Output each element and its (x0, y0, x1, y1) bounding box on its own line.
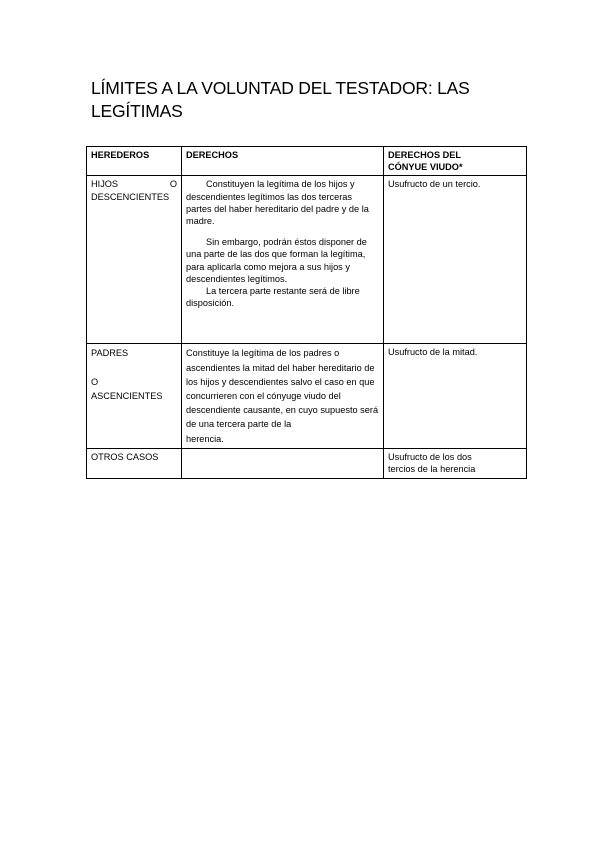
header-derechos: DERECHOS (182, 147, 384, 176)
rights-paragraph-2: Sin embargo, podrán éstos disponer de una parte de las dos que forman la legítima, para aplicarla como mejora a sus hijos y descendientes legítimos. (186, 237, 367, 284)
heir-name: HIJOS (91, 179, 119, 190)
spouse-line-1: Usufructo de los dos (388, 451, 472, 462)
heir-cell: OTROS CASOS (87, 448, 182, 478)
header-derechos-conyuge (384, 147, 527, 176)
spouse-rights-cell: Usufructo de un tercio. (384, 176, 527, 344)
rights-paragraph-3: La tercera parte restante será de libre disposición. (186, 286, 360, 309)
heir-alt-name: ASCENCIENTES (91, 391, 163, 402)
table-header-row (87, 147, 527, 176)
heir-alt-name: DESCENCIENTES (91, 191, 170, 202)
header-conyuge-line-2: CÓNYUE VIUDO* (388, 162, 463, 173)
heir-cell (87, 176, 182, 344)
heir-conjunction: O (91, 376, 99, 387)
heir-name: PADRES (91, 348, 129, 359)
rights-cell (182, 448, 384, 478)
page-title (91, 77, 531, 123)
table-row (87, 344, 527, 448)
header-herederos: HEREDEROS (87, 147, 182, 176)
rights-paragraph-1: Constituyen la legítima de los hijos y descendientes legítimos las dos terceras partes del haber hereditario del padre y de la madre. (186, 179, 369, 227)
rights-cell (182, 176, 384, 344)
heir-cell (87, 344, 182, 448)
spouse-rights-cell: Usufructo de la mitad. (384, 344, 527, 448)
rights-paragraph-2: herencia. (186, 433, 224, 444)
table-row (87, 176, 527, 344)
title-line-2: LEGÍTIMAS (91, 101, 183, 121)
header-conyuge-line-1: DERECHOS DEL (388, 150, 461, 160)
table-row (87, 448, 527, 478)
rights-cell (182, 344, 384, 448)
spouse-line-2: tercios de la herencia (388, 464, 476, 475)
spouse-rights-cell (384, 448, 527, 478)
legitimas-table (86, 146, 527, 479)
title-line-1: LÍMITES A LA VOLUNTAD DEL TESTADOR: LAS (91, 78, 470, 98)
rights-paragraph-1: Constituye la legítima de los padres o ascendientes la mitad del haber hereditario de los hijos y descendientes salvo el caso en que concurrieren con el cónyuge viudo del descendiente causante, en cuyo supuesto será de una tercera parte de la (186, 348, 379, 430)
heir-conjunction: O (169, 179, 177, 190)
